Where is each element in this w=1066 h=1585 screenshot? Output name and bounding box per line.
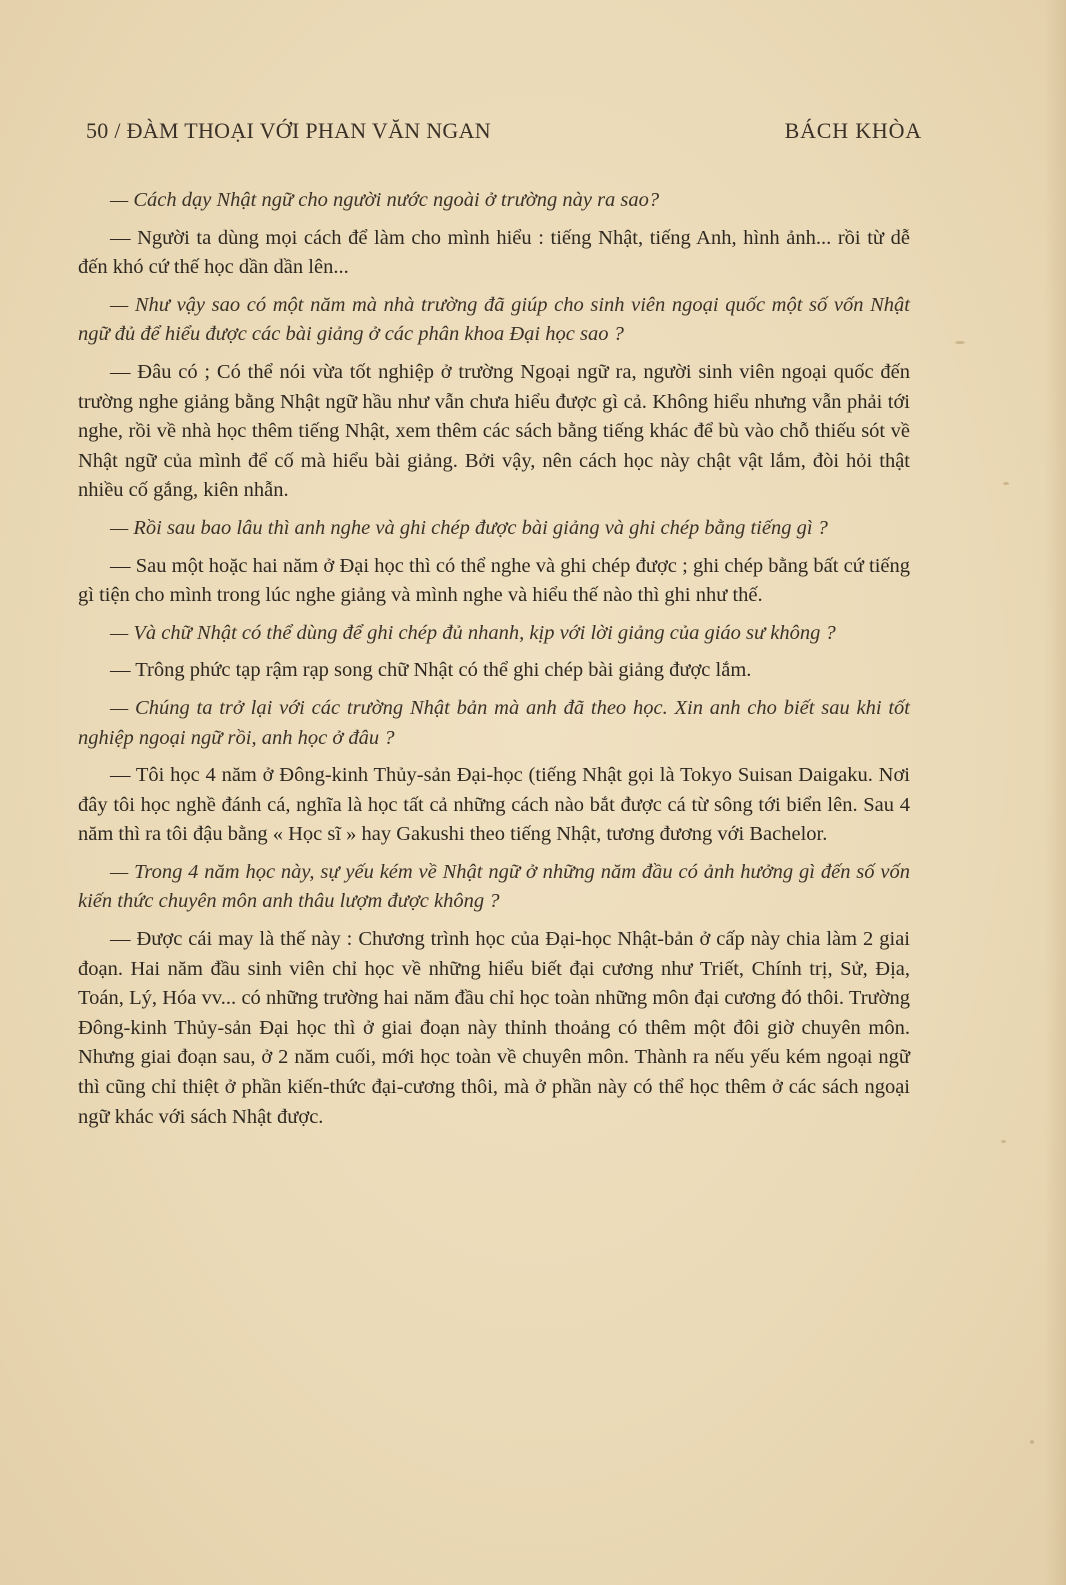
paper-speck [955, 341, 965, 344]
paper-speck [1003, 482, 1009, 485]
magazine-name: BÁCH KHÒA [784, 118, 922, 143]
interview-answer: — Đâu có ; Có thể nói vừa tốt nghiệp ở trường Ngoại ngữ ra, người sinh viên ngoại quốc đến trường nghe giảng bằng Nhật ngữ hầu như vẫn chưa hiểu được gì cả. Không hiểu nhưng vẫn phải tới nghe, rồi về nhà học thêm tiếng Nhật, xem thêm các sách bằng tiếng khác để bù vào chỗ thiếu sót về Nhật ngữ của mình để cố mà hiểu bài giảng. Bởi vậy, nên cách học này chật vật lắm, đòi hỏi thật nhiều cố gắng, kiên nhẫn. [78, 360, 910, 502]
interview-question: — Như vậy sao có một năm mà nhà trường đã giúp cho sinh viên ngoại quốc một số vốn Nhật ngữ đủ để hiểu được các bài giảng ở các phân khoa Đại học sao ? [78, 293, 910, 346]
interview-answer: — Được cái may là thế này : Chương trình học của Đại-học Nhật-bản ở cấp này chia làm 2 giai đoạn. Hai năm đầu sinh viên chỉ học về những hiểu biết đại cương như Triết, Chính trị, Sử, Địa, Toán, Lý, Hóa vv... có những trường hai năm đầu chỉ học toàn những môn đại cương đó thôi. Trường Đông-kinh Thủy-sản Đại học thì ở giai đoạn này thỉnh thoảng có thêm một đôi giờ chuyên môn. Nhưng giai đoạn sau, ở 2 năm cuối, mới học toàn về chuyên môn. Thành ra nếu yếu kém ngoại ngữ thì cũng chỉ thiệt ở phần kiến-thức đại-cương thôi, mà ở phần này có thể học thêm ở các sách ngoại ngữ khác với sách Nhật được. [78, 928, 910, 1128]
paper-speck [1030, 1440, 1034, 1444]
running-title: 50 / ĐÀM THOẠI VỚI PHAN VĂN NGAN [86, 118, 491, 143]
article-body [78, 186, 910, 1140]
interview-question: — Cách dạy Nhật ngữ cho người nước ngoài ở trường này ra sao? [110, 189, 660, 211]
interview-answer: — Tôi học 4 năm ở Đông-kinh Thủy-sản Đại-học (tiếng Nhật gọi là Tokyo Suisan Daigaku. Nơi đây tôi học nghề đánh cá, nghĩa là học tất cả những cách nào bắt được cá từ sông tới biển lên. Sau 4 năm thì ra tôi đậu bằng « Học sĩ » hay Gakushi theo tiếng Nhật, tương đương với Bachelor. [78, 764, 910, 846]
interview-answer: — Sau một hoặc hai năm ở Đại học thì có thể nghe và ghi chép được ; ghi chép bằng bất cứ tiếng gì tiện cho mình trong lúc nghe giảng và mình nghe và hiểu thế nào thì ghi như thế. [78, 554, 910, 607]
interview-question: — Chúng ta trở lại với các trường Nhật bản mà anh đã theo học. Xin anh cho biết sau khi tốt nghiệp ngoại ngữ rồi, anh học ở đâu ? [78, 696, 910, 749]
interview-question: — Trong 4 năm học này, sự yếu kém về Nhật ngữ ở những năm đầu có ảnh hưởng gì đến số vốn kiến thức chuyên môn anh thâu lượm được không ? [78, 860, 910, 913]
interview-question: — Và chữ Nhật có thể dùng để ghi chép đủ nhanh, kịp với lời giảng của giáo sư không ? [110, 621, 836, 644]
paper-speck [1001, 1140, 1006, 1143]
interview-answer: — Người ta dùng mọi cách để làm cho mình hiểu : tiếng Nhật, tiếng Anh, hình ảnh... rồi từ dễ đến khó cứ thế học dần dần lên... [78, 226, 910, 279]
interview-question: — Rồi sau bao lâu thì anh nghe và ghi chép được bài giảng và ghi chép bằng tiếng gì ? [110, 516, 828, 539]
interview-answer: — Trông phức tạp rậm rạp song chữ Nhật có thể ghi chép bài giảng được lắm. [110, 659, 752, 682]
